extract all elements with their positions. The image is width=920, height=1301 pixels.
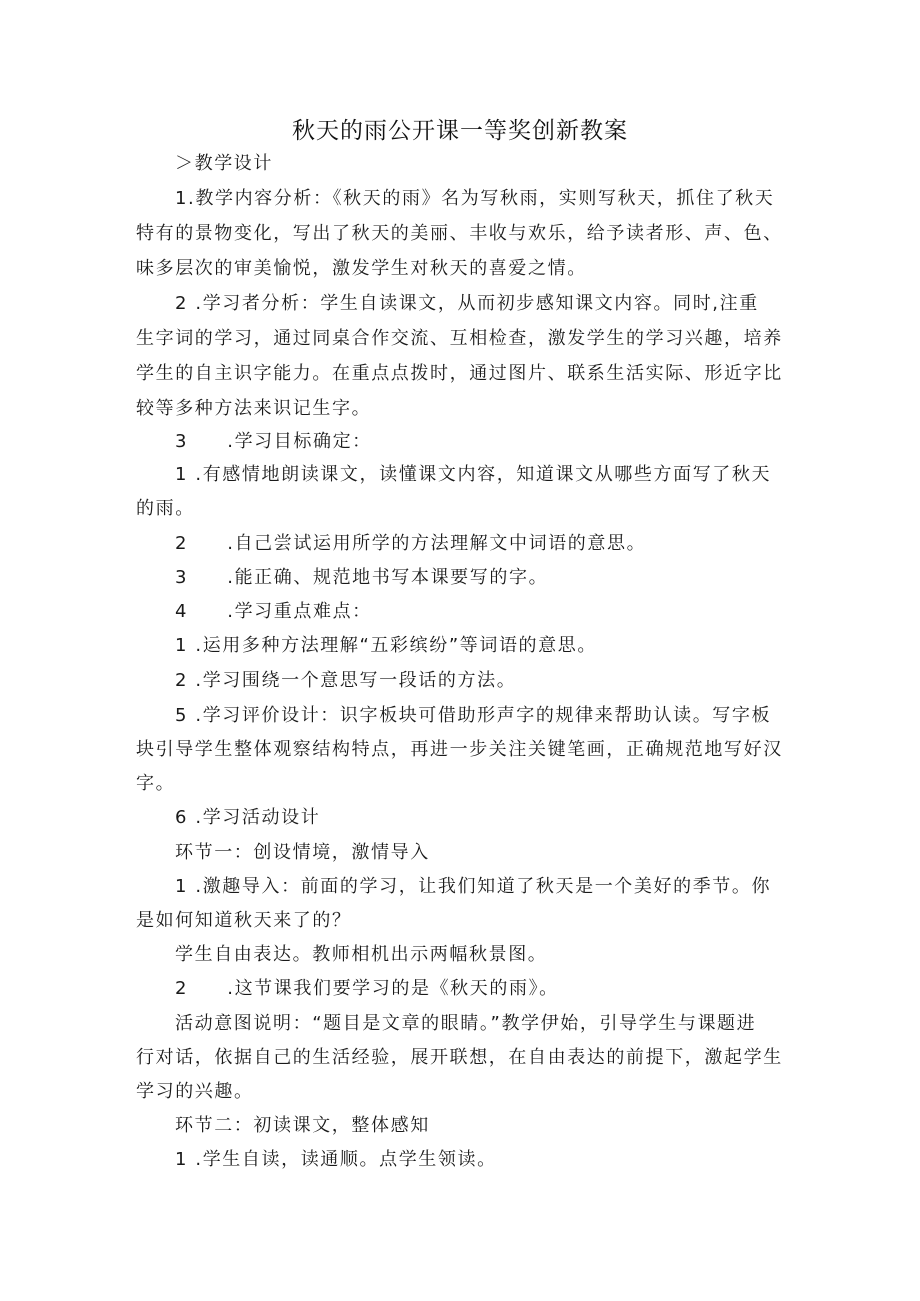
- paragraph-line: 2 .学习围绕一个意思写一段话的方法。: [175, 670, 517, 691]
- paragraph-line: 行对话，依据自己的生活经验，展开联想，在自由表达的前提下，激起学生: [136, 1047, 783, 1068]
- paragraph-line: 6 .学习活动设计: [175, 807, 321, 828]
- paragraph-line: 2 .这节课我们要学习的是《秋天的雨》。: [175, 978, 559, 999]
- paragraph-line: 2 .自己尝试运用所学的方法理解文中词语的意思。: [175, 533, 647, 554]
- section-heading: ＞教学设计: [175, 153, 273, 174]
- paragraph-line: 1 .运用多种方法理解“五彩缤纷”等词语的意思。: [175, 635, 597, 656]
- paragraph-line: 1 .激趣导入：前面的学习，让我们知道了秋天是一个美好的季节。你: [175, 876, 772, 897]
- paragraph-line: 块引导学生整体观察结构特点，再进一步关注关键笔画，正确规范地写好汉: [136, 739, 783, 760]
- paragraph-line: 5 .学习评价设计：识字板块可借助形声字的规律来帮助认读。写字板: [175, 705, 772, 726]
- paragraph-line: 学习的兴趣。: [136, 1081, 254, 1102]
- paragraph-line: 是如何知道秋天来了的？: [136, 910, 352, 931]
- paragraph-line: 较等多种方法来识记生字。: [136, 398, 372, 419]
- document-title: 秋天的雨公开课一等奖创新教案: [292, 118, 628, 144]
- paragraph-line: 学生的自主识字能力。在重点点拨时，通过图片、联系生活实际、形近字比: [136, 363, 783, 384]
- paragraph-line: 4 .学习重点难点：: [175, 601, 372, 622]
- paragraph-line: 特有的景物变化，写出了秋天的美丽、丰收与欢乐，给予读者形、声、色、: [136, 223, 783, 244]
- paragraph-line: 活动意图说明：“题目是文章的眼睛。”教学伊始，引导学生与课题进: [175, 1013, 757, 1034]
- paragraph-line: 环节二：初读课文，整体感知: [175, 1115, 430, 1136]
- paragraph-line: 字。: [136, 773, 176, 794]
- paragraph-line: 1 .学生自读，读通顺。点学生领读。: [175, 1149, 497, 1170]
- paragraph-line: 学生自由表达。教师相机出示两幅秋景图。: [175, 944, 548, 965]
- paragraph-line: 的雨。: [136, 498, 195, 519]
- paragraph-line: 环节一：创设情境，激情导入: [175, 842, 430, 863]
- paragraph-line: 2 .学习者分析：学生自读课文，从而初步感知课文内容。同时,注重: [175, 293, 759, 314]
- paragraph-line: 生字词的学习，通过同桌合作交流、互相检查，激发学生的学习兴趣，培养: [136, 328, 783, 349]
- paragraph-line: 1 .有感情地朗读课文，读懂课文内容，知道课文从哪些方面写了秋天: [175, 464, 772, 485]
- paragraph-line: 1.教学内容分析：《秋天的雨》名为写秋雨，实则写秋天，抓住了秋天: [175, 188, 775, 209]
- paragraph-line: 3 .学习目标确定：: [175, 431, 372, 452]
- paragraph-line: 味多层次的审美愉悦，激发学生对秋天的喜爱之情。: [136, 258, 587, 279]
- paragraph-line: 3 .能正确、规范地书写本课要写的字。: [175, 567, 549, 588]
